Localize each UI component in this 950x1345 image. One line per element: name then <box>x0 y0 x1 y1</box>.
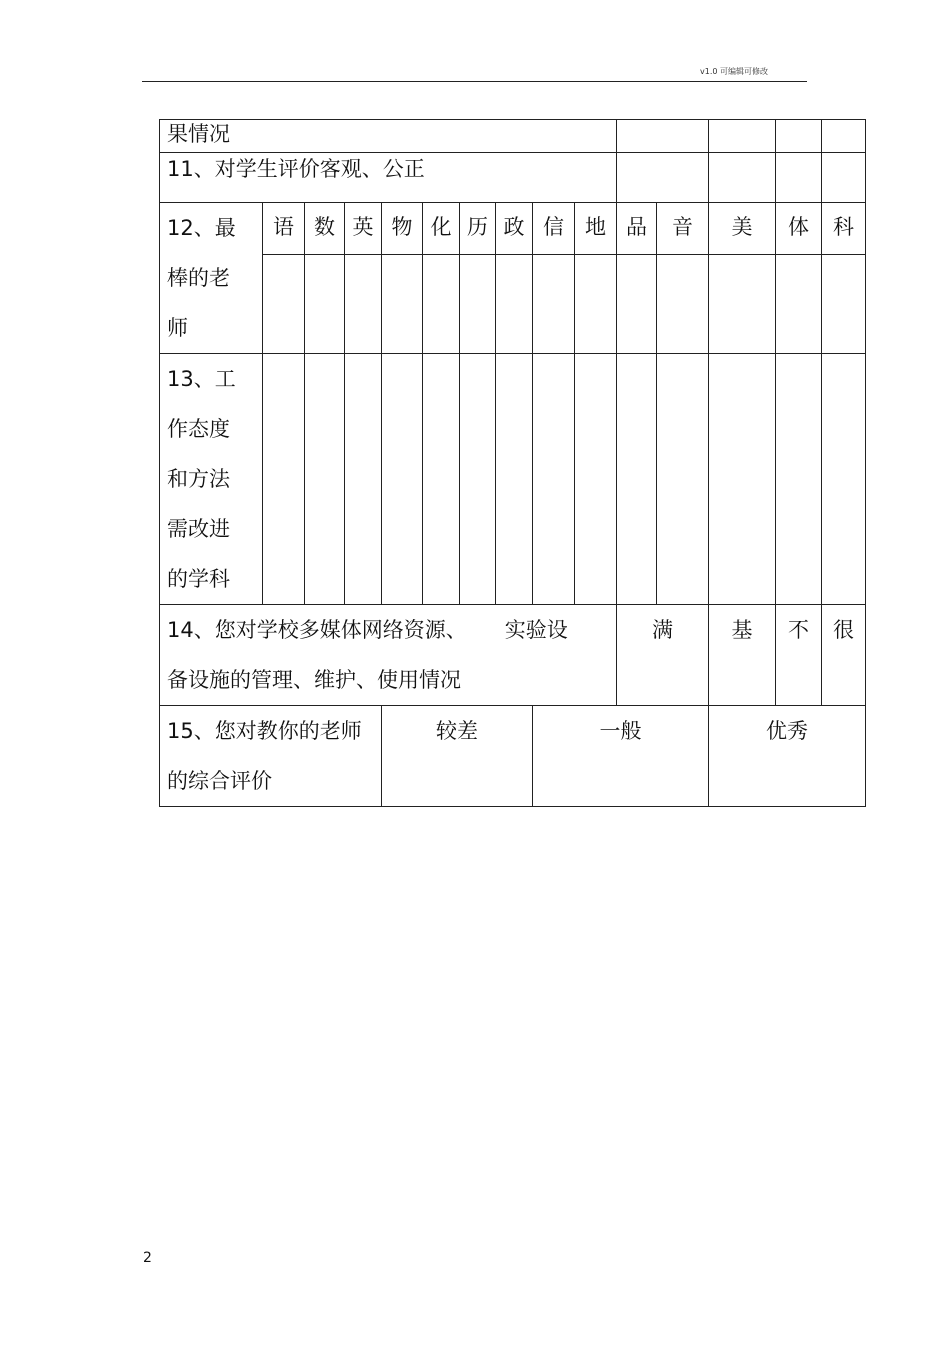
best-teacher-cell[interactable] <box>263 254 305 353</box>
best-teacher-cell[interactable] <box>776 254 822 353</box>
table-row-12-inputs <box>160 254 866 353</box>
row13-label-line: 的学科 <box>167 567 230 591</box>
subject-header: 物 <box>382 203 423 255</box>
row11-option-cell-1[interactable] <box>617 153 709 203</box>
improve-subject-cell[interactable] <box>822 354 866 605</box>
row15-label <box>160 706 382 807</box>
best-teacher-cell[interactable] <box>709 254 776 353</box>
improve-subject-cell[interactable] <box>617 354 657 605</box>
row14-label-part-b: 实验设 <box>504 618 568 642</box>
table-row-11 <box>160 153 866 203</box>
row10-option-cell-2[interactable] <box>709 120 776 153</box>
subject-header: 数 <box>305 203 345 255</box>
row13-label <box>160 354 263 605</box>
row15-option[interactable]: 优秀 <box>709 706 866 807</box>
best-teacher-cell[interactable] <box>822 254 866 353</box>
table-row-14 <box>160 605 866 706</box>
row11-option-cell-4[interactable] <box>822 153 866 203</box>
improve-subject-cell[interactable] <box>263 354 305 605</box>
subject-header: 体 <box>776 203 822 255</box>
row14-option[interactable]: 不 <box>776 605 822 706</box>
row14-option[interactable]: 基 <box>709 605 776 706</box>
row10-option-cell-3[interactable] <box>776 120 822 153</box>
row10-option-cell-4[interactable] <box>822 120 866 153</box>
evaluation-form-table <box>159 119 866 807</box>
row10-option-cell-1[interactable] <box>617 120 709 153</box>
best-teacher-cell[interactable] <box>575 254 617 353</box>
row14-label-line1 <box>167 605 612 655</box>
improve-subject-cell[interactable] <box>423 354 460 605</box>
best-teacher-cell[interactable] <box>617 254 657 353</box>
row14-label-line2: 备设施的管理、维护、使用情况 <box>167 668 461 692</box>
subject-header: 美 <box>709 203 776 255</box>
row11-label: 11、对学生评价客观、公正 <box>160 153 617 203</box>
subject-header: 地 <box>575 203 617 255</box>
subject-header: 政 <box>496 203 533 255</box>
row14-label-part-a: 14、您对学校多媒体网络资源、 <box>167 618 467 642</box>
improve-subject-cell[interactable] <box>657 354 709 605</box>
table-row-13 <box>160 354 866 605</box>
best-teacher-cell[interactable] <box>496 254 533 353</box>
row13-label-line: 作态度 <box>167 417 230 441</box>
subject-header: 历 <box>460 203 496 255</box>
improve-subject-cell[interactable] <box>496 354 533 605</box>
subject-header: 科 <box>822 203 866 255</box>
improve-subject-cell[interactable] <box>709 354 776 605</box>
best-teacher-cell[interactable] <box>460 254 496 353</box>
row13-label-line: 和方法 <box>167 467 230 491</box>
best-teacher-cell[interactable] <box>657 254 709 353</box>
row15-option[interactable]: 一般 <box>533 706 709 807</box>
table-row-15 <box>160 706 866 807</box>
row10-label: 果情况 <box>160 120 617 153</box>
row13-label-line: 13、工 <box>167 367 236 391</box>
row15-label-line: 的综合评价 <box>167 769 272 793</box>
subject-header: 信 <box>533 203 575 255</box>
header-version-text: v1.0 可编辑可修改 <box>700 67 768 76</box>
best-teacher-cell[interactable] <box>305 254 345 353</box>
row11-option-cell-2[interactable] <box>709 153 776 203</box>
improve-subject-cell[interactable] <box>345 354 382 605</box>
row14-option[interactable]: 很 <box>822 605 866 706</box>
row12-label <box>160 203 263 354</box>
row15-option[interactable]: 较差 <box>382 706 533 807</box>
row12-label-line: 师 <box>167 316 188 340</box>
improve-subject-cell[interactable] <box>382 354 423 605</box>
improve-subject-cell[interactable] <box>305 354 345 605</box>
best-teacher-cell[interactable] <box>533 254 575 353</box>
table-row-10 <box>160 120 866 153</box>
subject-header: 品 <box>617 203 657 255</box>
subject-header: 化 <box>423 203 460 255</box>
row13-label-line: 需改进 <box>167 517 230 541</box>
subject-header: 语 <box>263 203 305 255</box>
improve-subject-cell[interactable] <box>533 354 575 605</box>
improve-subject-cell[interactable] <box>776 354 822 605</box>
best-teacher-cell[interactable] <box>382 254 423 353</box>
row14-label <box>160 605 617 706</box>
row14-option[interactable]: 满 <box>617 605 709 706</box>
subject-header: 音 <box>657 203 709 255</box>
row12-label-line: 棒的老 <box>167 266 230 290</box>
header-rule <box>142 81 807 82</box>
row15-label-line: 15、您对教你的老师 <box>167 719 362 743</box>
best-teacher-cell[interactable] <box>423 254 460 353</box>
improve-subject-cell[interactable] <box>460 354 496 605</box>
page-number: 2 <box>143 1250 152 1266</box>
subject-header: 英 <box>345 203 382 255</box>
best-teacher-cell[interactable] <box>345 254 382 353</box>
table-row-12-subjects <box>160 203 866 255</box>
row12-label-line: 12、最 <box>167 216 236 240</box>
row11-option-cell-3[interactable] <box>776 153 822 203</box>
improve-subject-cell[interactable] <box>575 354 617 605</box>
